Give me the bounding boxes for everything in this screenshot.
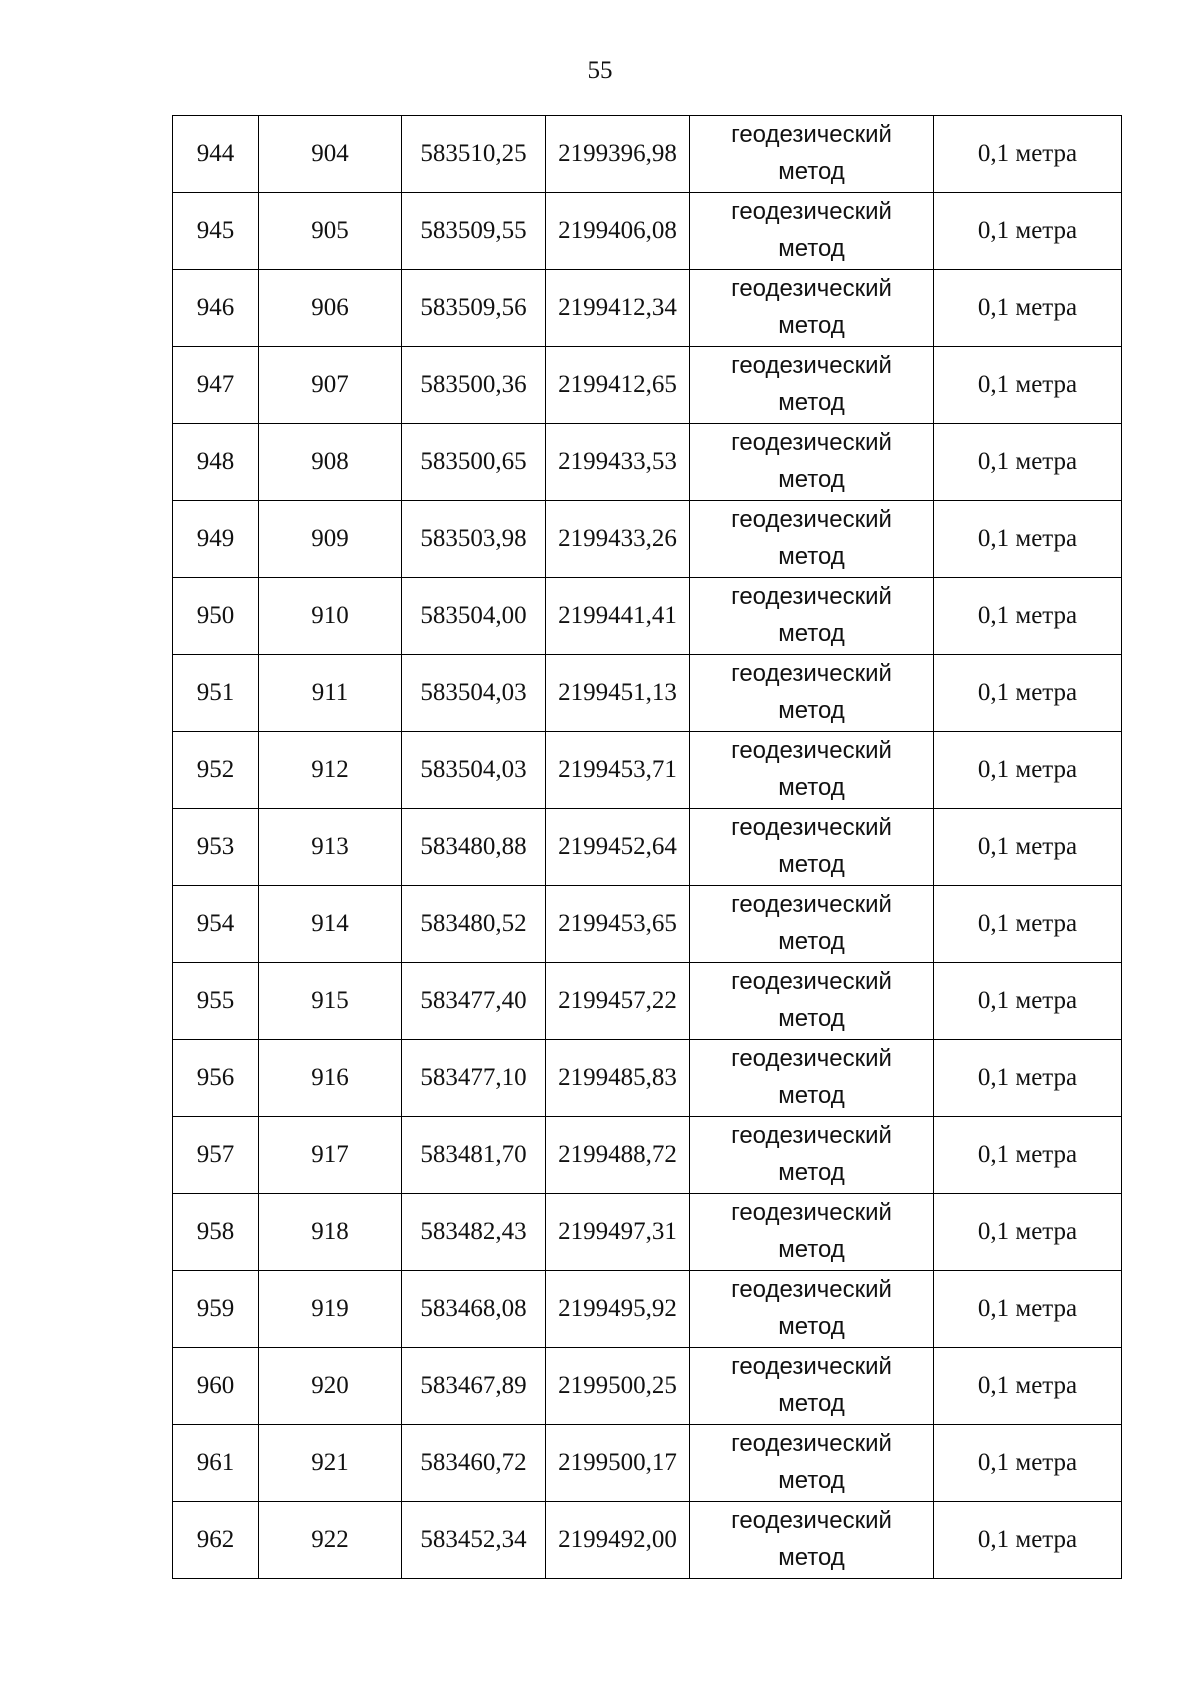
precision-cell: 0,1 метра xyxy=(934,116,1122,193)
point-number-cell: 915 xyxy=(259,963,402,1040)
method-cell xyxy=(690,1425,934,1502)
precision-cell: 0,1 метра xyxy=(934,732,1122,809)
point-number-cell: 920 xyxy=(259,1348,402,1425)
y-coordinate-cell: 2199500,25 xyxy=(546,1348,690,1425)
y-coordinate-cell: 2199452,64 xyxy=(546,809,690,886)
table-row xyxy=(173,347,1122,424)
table-row xyxy=(173,886,1122,963)
row-number-cell: 954 xyxy=(173,886,259,963)
x-coordinate-cell: 583480,88 xyxy=(402,809,546,886)
method-text-line2: метод xyxy=(778,1159,845,1186)
table-row xyxy=(173,270,1122,347)
y-coordinate-cell: 2199433,53 xyxy=(546,424,690,501)
table-row xyxy=(173,193,1122,270)
method-text-line1: геодезический xyxy=(731,429,892,456)
row-number-cell: 945 xyxy=(173,193,259,270)
method-cell xyxy=(690,1117,934,1194)
method-text-line1: геодезический xyxy=(731,660,892,687)
method-text-line1: геодезический xyxy=(731,1353,892,1380)
method-text-line2: метод xyxy=(778,158,845,185)
y-coordinate-cell: 2199412,34 xyxy=(546,270,690,347)
x-coordinate-cell: 583460,72 xyxy=(402,1425,546,1502)
precision-cell: 0,1 метра xyxy=(934,270,1122,347)
method-cell xyxy=(690,732,934,809)
method-text-line2: метод xyxy=(778,1236,845,1263)
method-text-line1: геодезический xyxy=(731,1199,892,1226)
method-cell xyxy=(690,1502,934,1579)
row-number-cell: 961 xyxy=(173,1425,259,1502)
y-coordinate-cell: 2199433,26 xyxy=(546,501,690,578)
table-row xyxy=(173,1117,1122,1194)
method-cell xyxy=(690,1348,934,1425)
precision-cell: 0,1 метра xyxy=(934,809,1122,886)
point-number-cell: 911 xyxy=(259,655,402,732)
method-text-line1: геодезический xyxy=(731,1430,892,1457)
method-cell xyxy=(690,424,934,501)
method-cell xyxy=(690,963,934,1040)
point-number-cell: 907 xyxy=(259,347,402,424)
method-text-line1: геодезический xyxy=(731,275,892,302)
y-coordinate-cell: 2199406,08 xyxy=(546,193,690,270)
point-number-cell: 918 xyxy=(259,1194,402,1271)
point-number-cell: 914 xyxy=(259,886,402,963)
precision-cell: 0,1 метра xyxy=(934,655,1122,732)
y-coordinate-cell: 2199497,31 xyxy=(546,1194,690,1271)
method-text-line2: метод xyxy=(778,1544,845,1571)
method-text-line2: метод xyxy=(778,928,845,955)
method-text-line1: геодезический xyxy=(731,1045,892,1072)
table-row xyxy=(173,116,1122,193)
precision-cell: 0,1 метра xyxy=(934,963,1122,1040)
x-coordinate-cell: 583509,56 xyxy=(402,270,546,347)
x-coordinate-cell: 583504,03 xyxy=(402,732,546,809)
precision-cell: 0,1 метра xyxy=(934,193,1122,270)
method-text-line2: метод xyxy=(778,1467,845,1494)
row-number-cell: 956 xyxy=(173,1040,259,1117)
method-cell xyxy=(690,655,934,732)
precision-cell: 0,1 метра xyxy=(934,347,1122,424)
row-number-cell: 953 xyxy=(173,809,259,886)
point-number-cell: 922 xyxy=(259,1502,402,1579)
table-row xyxy=(173,501,1122,578)
point-number-cell: 906 xyxy=(259,270,402,347)
precision-cell: 0,1 метра xyxy=(934,1194,1122,1271)
row-number-cell: 955 xyxy=(173,963,259,1040)
table-row xyxy=(173,1040,1122,1117)
method-text-line1: геодезический xyxy=(731,198,892,225)
point-number-cell: 905 xyxy=(259,193,402,270)
table-row xyxy=(173,963,1122,1040)
precision-cell: 0,1 метра xyxy=(934,1117,1122,1194)
x-coordinate-cell: 583510,25 xyxy=(402,116,546,193)
x-coordinate-cell: 583509,55 xyxy=(402,193,546,270)
table-row xyxy=(173,1271,1122,1348)
y-coordinate-cell: 2199495,92 xyxy=(546,1271,690,1348)
row-number-cell: 958 xyxy=(173,1194,259,1271)
method-cell xyxy=(690,1194,934,1271)
table-row xyxy=(173,424,1122,501)
method-text-line2: метод xyxy=(778,312,845,339)
x-coordinate-cell: 583452,34 xyxy=(402,1502,546,1579)
method-text-line1: геодезический xyxy=(731,1507,892,1534)
method-text-line2: метод xyxy=(778,235,845,262)
method-text-line2: метод xyxy=(778,1313,845,1340)
y-coordinate-cell: 2199488,72 xyxy=(546,1117,690,1194)
x-coordinate-cell: 583477,40 xyxy=(402,963,546,1040)
precision-cell: 0,1 метра xyxy=(934,578,1122,655)
point-number-cell: 909 xyxy=(259,501,402,578)
point-number-cell: 910 xyxy=(259,578,402,655)
x-coordinate-cell: 583481,70 xyxy=(402,1117,546,1194)
row-number-cell: 957 xyxy=(173,1117,259,1194)
x-coordinate-cell: 583504,03 xyxy=(402,655,546,732)
method-text-line1: геодезический xyxy=(731,121,892,148)
precision-cell: 0,1 метра xyxy=(934,1040,1122,1117)
y-coordinate-cell: 2199500,17 xyxy=(546,1425,690,1502)
precision-cell: 0,1 метра xyxy=(934,1271,1122,1348)
precision-cell: 0,1 метра xyxy=(934,886,1122,963)
x-coordinate-cell: 583468,08 xyxy=(402,1271,546,1348)
point-number-cell: 919 xyxy=(259,1271,402,1348)
row-number-cell: 947 xyxy=(173,347,259,424)
table-row xyxy=(173,578,1122,655)
row-number-cell: 960 xyxy=(173,1348,259,1425)
method-text-line1: геодезический xyxy=(731,1122,892,1149)
point-number-cell: 904 xyxy=(259,116,402,193)
point-number-cell: 913 xyxy=(259,809,402,886)
method-cell xyxy=(690,578,934,655)
method-cell xyxy=(690,1271,934,1348)
row-number-cell: 950 xyxy=(173,578,259,655)
table-row xyxy=(173,1194,1122,1271)
table-row xyxy=(173,1348,1122,1425)
method-text-line1: геодезический xyxy=(731,968,892,995)
row-number-cell: 944 xyxy=(173,116,259,193)
x-coordinate-cell: 583482,43 xyxy=(402,1194,546,1271)
y-coordinate-cell: 2199412,65 xyxy=(546,347,690,424)
method-cell xyxy=(690,809,934,886)
method-text-line2: метод xyxy=(778,543,845,570)
method-cell xyxy=(690,193,934,270)
method-text-line1: геодезический xyxy=(731,506,892,533)
method-cell xyxy=(690,1040,934,1117)
coordinates-table xyxy=(172,115,1122,1579)
row-number-cell: 951 xyxy=(173,655,259,732)
method-text-line2: метод xyxy=(778,774,845,801)
method-text-line2: метод xyxy=(778,389,845,416)
method-text-line2: метод xyxy=(778,851,845,878)
method-text-line1: геодезический xyxy=(731,1276,892,1303)
table-row xyxy=(173,732,1122,809)
coordinates-table-body xyxy=(173,116,1122,1579)
x-coordinate-cell: 583500,65 xyxy=(402,424,546,501)
table-row xyxy=(173,655,1122,732)
method-text-line1: геодезический xyxy=(731,737,892,764)
y-coordinate-cell: 2199453,65 xyxy=(546,886,690,963)
y-coordinate-cell: 2199396,98 xyxy=(546,116,690,193)
method-cell xyxy=(690,886,934,963)
precision-cell: 0,1 метра xyxy=(934,501,1122,578)
y-coordinate-cell: 2199457,22 xyxy=(546,963,690,1040)
method-text-line2: метод xyxy=(778,1005,845,1032)
method-cell xyxy=(690,347,934,424)
precision-cell: 0,1 метра xyxy=(934,1348,1122,1425)
method-text-line1: геодезический xyxy=(731,352,892,379)
row-number-cell: 949 xyxy=(173,501,259,578)
method-text-line2: метод xyxy=(778,697,845,724)
method-text-line2: метод xyxy=(778,620,845,647)
method-cell xyxy=(690,116,934,193)
precision-cell: 0,1 метра xyxy=(934,1502,1122,1579)
table-row xyxy=(173,1425,1122,1502)
row-number-cell: 946 xyxy=(173,270,259,347)
method-text-line1: геодезический xyxy=(731,891,892,918)
row-number-cell: 948 xyxy=(173,424,259,501)
x-coordinate-cell: 583480,52 xyxy=(402,886,546,963)
method-text-line1: геодезический xyxy=(731,583,892,610)
row-number-cell: 962 xyxy=(173,1502,259,1579)
point-number-cell: 912 xyxy=(259,732,402,809)
table-row xyxy=(173,1502,1122,1579)
y-coordinate-cell: 2199451,13 xyxy=(546,655,690,732)
point-number-cell: 908 xyxy=(259,424,402,501)
row-number-cell: 959 xyxy=(173,1271,259,1348)
method-text-line2: метод xyxy=(778,1082,845,1109)
y-coordinate-cell: 2199492,00 xyxy=(546,1502,690,1579)
precision-cell: 0,1 метра xyxy=(934,424,1122,501)
method-text-line2: метод xyxy=(778,1390,845,1417)
x-coordinate-cell: 583500,36 xyxy=(402,347,546,424)
y-coordinate-cell: 2199453,71 xyxy=(546,732,690,809)
x-coordinate-cell: 583467,89 xyxy=(402,1348,546,1425)
point-number-cell: 921 xyxy=(259,1425,402,1502)
row-number-cell: 952 xyxy=(173,732,259,809)
page-number: 55 xyxy=(587,57,613,84)
table-row xyxy=(173,809,1122,886)
method-text-line2: метод xyxy=(778,466,845,493)
method-cell xyxy=(690,270,934,347)
x-coordinate-cell: 583504,00 xyxy=(402,578,546,655)
method-text-line1: геодезический xyxy=(731,814,892,841)
point-number-cell: 916 xyxy=(259,1040,402,1117)
precision-cell: 0,1 метра xyxy=(934,1425,1122,1502)
method-cell xyxy=(690,501,934,578)
y-coordinate-cell: 2199485,83 xyxy=(546,1040,690,1117)
x-coordinate-cell: 583477,10 xyxy=(402,1040,546,1117)
x-coordinate-cell: 583503,98 xyxy=(402,501,546,578)
y-coordinate-cell: 2199441,41 xyxy=(546,578,690,655)
point-number-cell: 917 xyxy=(259,1117,402,1194)
